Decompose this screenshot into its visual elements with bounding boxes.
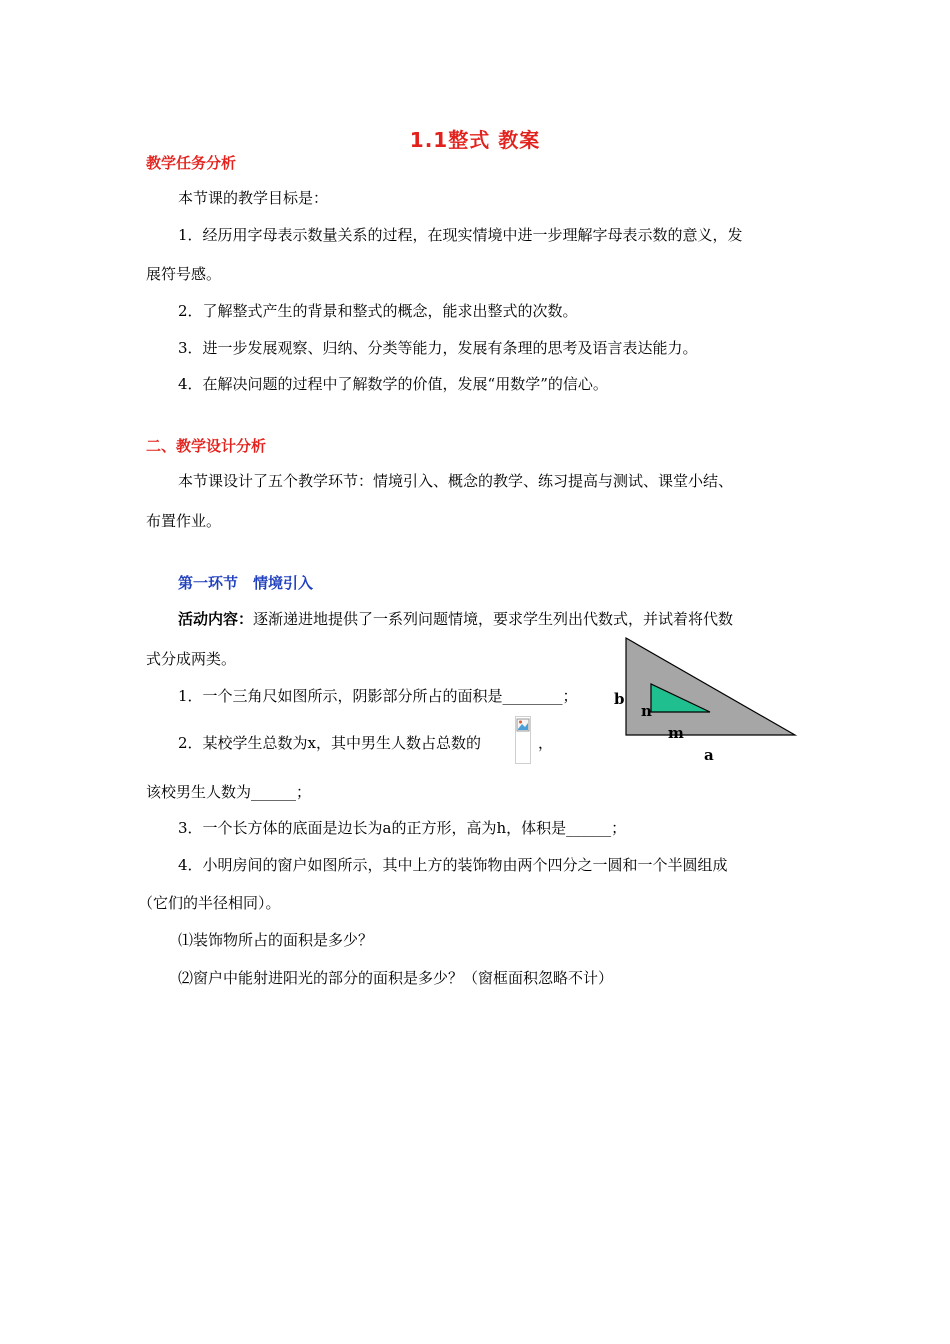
question-4b: （它们的半径相同）。 <box>138 894 281 912</box>
paragraph-goal-2: 2．了解整式产生的背景和整式的概念，能求出整式的次数。 <box>178 302 578 320</box>
paragraph-design-2: 布置作业。 <box>146 512 222 530</box>
paragraph-design-1: 本节课设计了五个教学环节：情境引入、概念的教学、练习提高与测试、课堂小结、 <box>178 472 734 490</box>
step1-heading: 第一环节 情境引入 <box>178 574 314 592</box>
section-heading-design-analysis: 二、教学设计分析 <box>146 437 267 455</box>
question-4-1: ⑴装饰物所占的面积是多少？ <box>178 931 374 949</box>
paragraph-goal-1b: 展符号感。 <box>146 265 222 283</box>
triangle-ruler-figure <box>600 632 820 772</box>
paragraph-goal-4: 4．在解决问题的过程中了解数学的价值，发展“用数学”的信心。 <box>178 375 608 393</box>
question-4-2: ⑵窗户中能射进阳光的部分的面积是多少？（窗框面积忽略不计） <box>178 969 614 987</box>
label-m: m <box>668 724 684 742</box>
label-n: n <box>641 702 652 720</box>
page-title: 1.1整式 教案 <box>409 128 541 152</box>
label-b: b <box>614 690 625 708</box>
activity-text: 逐渐递进地提供了一系列问题情境，要求学生列出代数式，并试着将代数 <box>253 610 734 628</box>
activity-colon: ： <box>238 610 254 628</box>
question-2a: 2．某校学生总数为x，其中男生人数占总数的 <box>178 734 482 752</box>
question-1: 1．一个三角尺如图所示，阴影部分所占的面积是________； <box>178 687 578 705</box>
activity-label: 活动内容 <box>178 610 239 628</box>
paragraph-goal-3: 3．进一步发展观察、归纳、分类等能力，发展有条理的思考及语言表达能力。 <box>178 339 698 357</box>
question-3: 3．一个长方体的底面是边长为a的正方形，高为h，体积是______； <box>178 819 627 837</box>
question-2b: ， <box>538 734 554 752</box>
broken-image-icon <box>515 716 531 764</box>
question-4a: 4．小明房间的窗户如图所示，其中上方的装饰物由两个四分之一圆和一个半圆组成 <box>178 856 728 874</box>
paragraph-activity <box>178 609 733 629</box>
paragraph-intro: 本节课的教学目标是： <box>178 189 329 207</box>
section-heading-task-analysis: 教学任务分析 <box>146 154 237 172</box>
label-a: a <box>704 746 714 764</box>
question-2c: 该校男生人数为______； <box>146 783 312 801</box>
paragraph-activity-2: 式分成两类。 <box>146 650 237 668</box>
paragraph-goal-1a: 1．经历用字母表示数量关系的过程，在现实情境中进一步理解字母表示数的意义，发 <box>178 226 743 244</box>
